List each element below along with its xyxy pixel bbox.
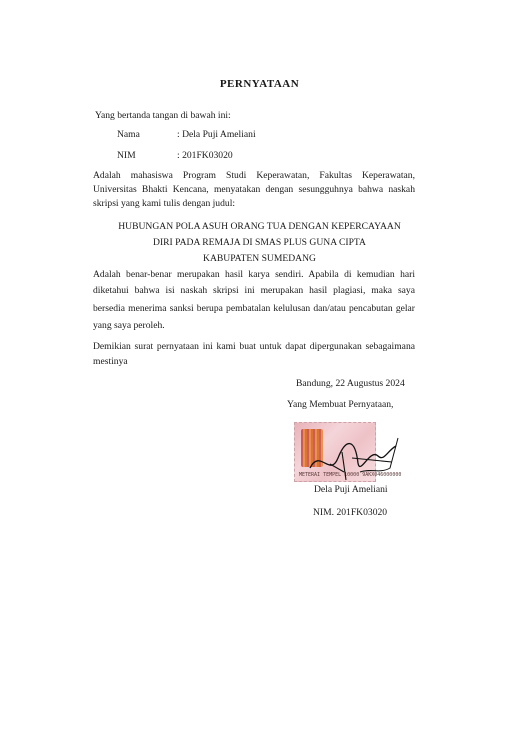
page-title: PERNYATAAN [219,78,300,90]
thesis-title-line: DIRI PADA REMAJA DI SMAS PLUS GUNA CIPTA [153,237,366,248]
paragraph-1-line: Adalah mahasiswa Program Studi Keperawatan, Fakultas Keperawatan, [93,170,415,181]
thesis-title-line: KABUPATEN SUMEDANG [203,253,316,264]
paragraph-2-line: yang saya peroleh. [93,320,165,331]
paragraph-2-line: diketahui bahwa isi naskah skripsi ini merupakan hasil plagiasi, maka saya [93,285,415,296]
nim-label: NIM [117,150,136,161]
thesis-title-line: HUBUNGAN POLA ASUH ORANG TUA DENGAN KEPERCAYAAN [118,221,401,232]
paragraph-2-line: bersedia menerima sanksi berupa pembatalan kelulusan dan/atau pencabutan gelar [93,303,415,314]
stamp-serial: METERAI TEMPEL 10000 9AKX046000000 [299,472,402,478]
intro-text: Yang bertanda tangan di bawah ini: [95,110,231,121]
place-date: Bandung, 22 Augustus 2024 [296,378,405,389]
signature-icon [300,428,410,488]
paragraph-1-line: Universitas Bhakti Kencana, menyatakan dengan sesungguhnya bahwa naskah [93,184,415,195]
paragraph-1-line: skripsi yang kami tulis dengan judul: [93,198,236,209]
name-value: : Dela Puji Ameliani [177,129,256,140]
signer-role: Yang Membuat Pernyataan, [287,399,394,410]
name-label: Nama [117,129,140,140]
paragraph-3-line: mestinya [93,356,128,367]
paragraph-2-line: Adalah benar-benar merupakan hasil karya sendiri. Apabila di kemudian hari [93,269,415,280]
signer-nim: NIM. 201FK03020 [313,507,388,518]
signer-name: Dela Puji Ameliani [314,484,388,495]
paragraph-3-line: Demikian surat pernyataan ini kami buat untuk dapat dipergunakan sebagaimana [93,341,415,352]
nim-value: : 201FK03020 [177,150,233,161]
